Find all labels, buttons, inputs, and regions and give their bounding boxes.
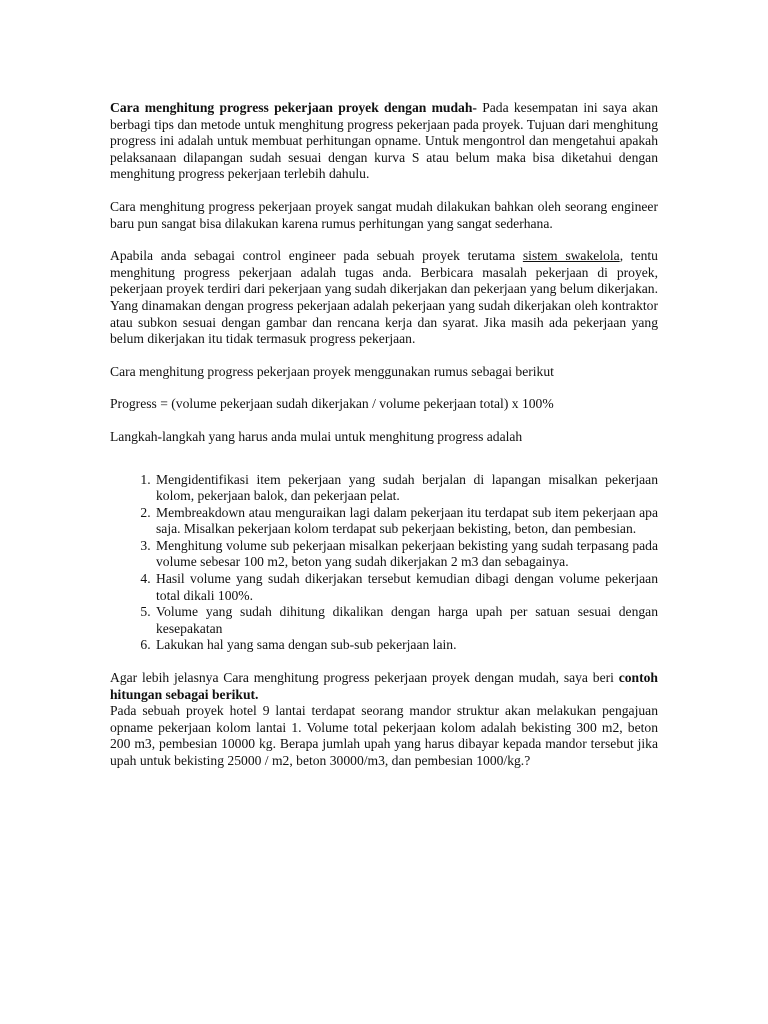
paragraph-3 [110, 248, 658, 348]
steps-list [110, 472, 658, 655]
paragraph-4: Cara menghitung progress pekerjaan proyek menggunakan rumus sebagai berikut [110, 363, 554, 379]
paragraph-3-after: , tentu menghitung progress pekerjaan adalah tugas anda. Berbicara masalah pekerjaan di proyek, pekerjaan proyek terdiri dari pekerjaan yang sudah dikerjakan dan pekerjaan yang belum dikerjakan. Yang dinamakan dengan progress pekerjaan adalah pekerjaan yang sudah dikerjakan oleh kontraktor atau subkon sesuai dengan gambar dan rencana kerja dan syarat. Jika masih ada pekerjaan yang belum dikerjakan itu tidak termasuk progress pekerjaan. [110, 248, 658, 347]
example-heading: contoh hitungan sebagai berikut. [110, 670, 658, 702]
step-item: 3. Menghitung volume sub pekerjaan misalkan pekerjaan bekisting yang sudah terpasang pada volume sebesar 100 m2, beton yang sudah dikerjakan 2 m3 dan sebagainya. [154, 538, 658, 571]
example-paragraph [110, 670, 658, 770]
document-page [110, 100, 658, 786]
step-item: 6. Lakukan hal yang sama dengan sub-sub pekerjaan lain. [154, 637, 658, 654]
step-item: 1. Mengidentifikasi item pekerjaan yang sudah berjalan di lapangan misalkan pekerjaan kolom, pekerjaan balok, dan pekerjaan pelat. [154, 472, 658, 505]
example-text: Pada sebuah proyek hotel 9 lantai terdapat seorang mandor struktur akan melakukan pengajuan opname pekerjaan kolom lantai 1. Volume total pekerjaan kolom adalah bekisting 300 m2, beton 200 m3, pembesian 10000 kg. Berapa jumlah upah yang harus dibayar kepada mandor tersebut jika upah untuk bekisting 25000 / m2, beton 30000/m3, dan pembesian 1000/kg.? [110, 703, 658, 768]
intro-text: Pada kesempatan ini saya akan berbagi tips dan metode untuk menghitung progress pekerjaan pada proyek. Tujuan dari menghitung progress ini adalah untuk membuat perhitungan opname. Untuk mengontrol dan mengetahui apakah pelaksanaan dilapangan sudah sesuai dengan kurva S atau belum maka bisa diketahui dengan menghitung progress pekerjaan terlebih dahulu. [110, 100, 659, 182]
paragraph-3-before: Apabila anda sebagai control engineer pada sebuah proyek terutama [110, 248, 523, 264]
step-item: 2. Membreakdown atau menguraikan lagi dalam pekerjaan itu terdapat sub item pekerjaan apa saja. Misalkan pekerjaan kolom terdapat sub pekerjaan bekisting, beton, dan pembesian. [154, 505, 658, 538]
steps-intro: Langkah-langkah yang harus anda mulai untuk menghitung progress adalah [110, 428, 523, 444]
intro-paragraph [110, 100, 658, 183]
step-item: 4. Hasil volume yang sudah dikerjakan tersebut kemudian dibagi dengan volume pekerjaan total dikali 100%. [154, 571, 658, 604]
intro-title: Cara menghitung progress pekerjaan proyek dengan mudah- [110, 100, 477, 115]
formula: Progress = (volume pekerjaan sudah dikerjakan / volume pekerjaan total) x 100% [110, 396, 554, 412]
paragraph-2: Cara menghitung progress pekerjaan proyek sangat mudah dilakukan bahkan oleh seorang engineer baru pun sangat bisa dilakukan karena rumus perhitungan yang sangat sederhana. [110, 198, 658, 231]
step-item: 5. Volume yang sudah dihitung dikalikan dengan harga upah per satuan sesuai dengan kesepakatan [154, 604, 658, 637]
sistem-swakelola-link[interactable]: sistem swakelola [522, 248, 620, 264]
example-intro: Agar lebih jelasnya Cara menghitung progress pekerjaan proyek dengan mudah, saya beri [110, 670, 619, 686]
